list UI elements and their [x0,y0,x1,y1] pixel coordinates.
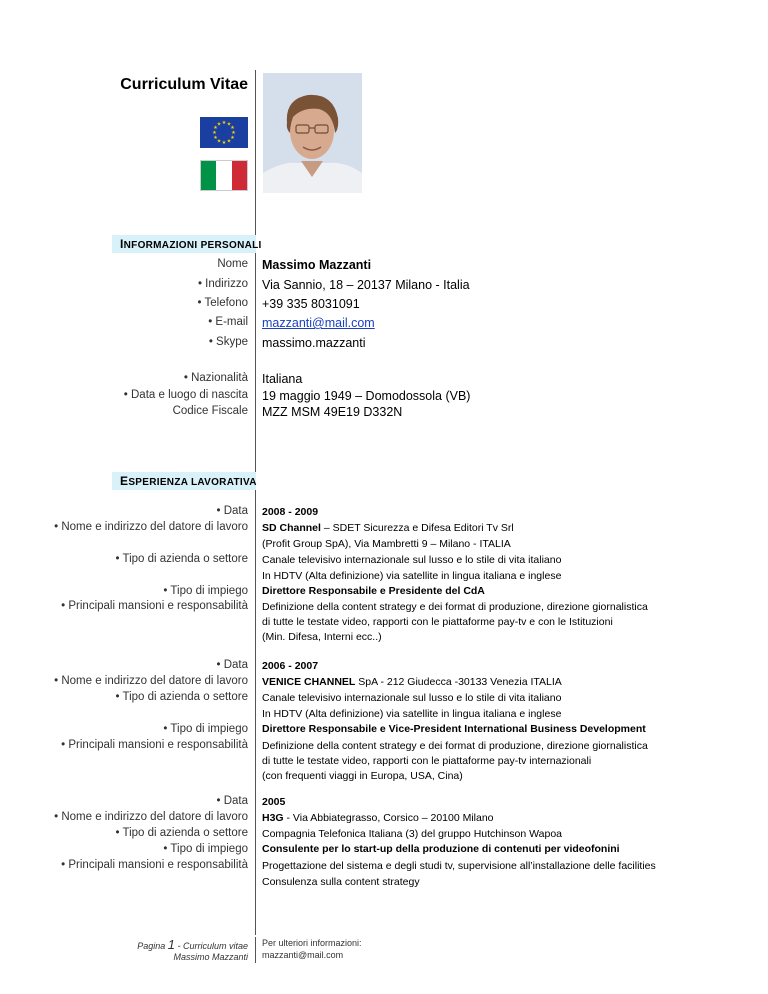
value-address: Via Sannio, 18 – 20137 Milano - Italia [262,278,470,292]
job-duties: Definizione della content strategy e dei format di produzione, direzione giornalistica [262,740,648,752]
job-sector: Canale televisivo internazionale sul lusso e lo stile di vita italiano [262,554,562,566]
job-sector-detail: In HDTV (Alta definizione) via satellite in lingua italiana e inglese [262,570,562,582]
svg-text:★: ★ [213,125,218,131]
job-duties: (con frequenti viaggi in Europa, USA, Cina) [262,770,463,782]
value-phone: +39 335 8031091 [262,297,360,311]
job-duties: di tutte le testate video, rapporti con le piattaforme pay-tv internazionali [262,755,592,767]
label-role: • Tipo di impiego [163,843,248,855]
footer-name: Massimo Mazzanti [173,952,248,962]
footer-page-info: Pagina 1 - Curriculum vitae [137,937,248,952]
job-duties: di tutte le testate video, rapporti con le piattaforme pay-tv e con le Istituzioni [262,616,613,628]
svg-text:★: ★ [231,130,236,136]
label-duties: • Principali mansioni e responsabilità [61,859,248,871]
label-role: • Tipo di impiego [163,723,248,735]
svg-text:★: ★ [216,121,222,128]
svg-text:★: ★ [216,138,222,145]
label-duties: • Principali mansioni e responsabilità [61,739,248,751]
footer-email: mazzanti@mail.com [262,950,344,960]
job-duties: Progettazione del sistema e degli studi tv, supervisione all’installazione delle facilities [262,860,656,872]
svg-text:★: ★ [226,121,232,128]
page-number: 1 [167,937,175,952]
job-role: Direttore Responsabile e Presidente del CdA [262,585,485,597]
column-divider [255,70,256,935]
page-title: Curriculum Vitae [120,76,248,93]
label-nationality: • Nazionalità [183,372,248,384]
job-employer: SD Channel – SDET Sicurezza e Difesa Editori Tv Srl [262,522,514,534]
label-birth: • Data e luogo di nascita [123,389,248,401]
job-date: 2005 [262,796,286,808]
profile-photo [263,73,362,193]
job-date: 2006 - 2007 [262,660,319,672]
job-employer-address: (Profit Group SpA), Via Mambretti 9 – Milano - ITALIA [262,538,511,550]
job-duties: Consulenza sulla content strategy [262,876,420,888]
label-email: • E-mail [208,316,248,328]
value-skype: massimo.mazzanti [262,336,366,350]
eu-flag-icon [200,117,248,148]
value-birth: 19 maggio 1949 – Domodossola (VB) [262,389,471,403]
svg-text:★: ★ [221,140,227,146]
job-role: Consulente per lo start-up della produzione di contenuti per videofonini [262,843,620,855]
footer-more-info: Per ulteriori informazioni: [262,938,362,948]
svg-text:★: ★ [221,120,227,126]
job-duties: (Min. Difesa, Interni ecc..) [262,631,382,643]
label-sector: • Tipo di azienda o settore [115,691,248,703]
italy-flag-icon [200,160,248,191]
section-title-personal: INFORMAZIONI PERSONALI [120,237,262,251]
label-sector: • Tipo di azienda o settore [115,553,248,565]
label-employer: • Nome e indirizzo del datore di lavoro [54,675,248,687]
value-nationality: Italiana [262,372,303,386]
label-address: • Indirizzo [197,278,248,290]
job-sector: Canale televisivo internazionale sul lusso e lo stile di vita italiano [262,692,562,704]
label-date: • Data [216,659,248,671]
email-link[interactable]: mazzanti@mail.com [262,316,375,330]
label-sector: • Tipo di azienda o settore [115,827,248,839]
value-tax-code: MZZ MSM 49E19 D332N [262,405,403,419]
value-name: Massimo Mazzanti [262,258,372,272]
job-sector-detail: In HDTV (Alta definizione) via satellite in lingua italiana e inglese [262,708,562,720]
label-tax-code: Codice Fiscale [172,405,248,417]
label-duties: • Principali mansioni e responsabilità [61,600,248,612]
label-phone: • Telefono [197,297,248,309]
svg-text:★: ★ [230,135,235,141]
label-employer: • Nome e indirizzo del datore di lavoro [54,521,248,533]
label-date: • Data [216,795,248,807]
label-employer: • Nome e indirizzo del datore di lavoro [54,811,248,823]
svg-text:★: ★ [213,135,218,141]
label-skype: • Skype [208,336,248,348]
job-date: 2008 - 2009 [262,506,319,518]
label-date: • Data [216,505,248,517]
job-employer: H3G - Via Abbiategrasso, Corsico – 20100 Milano [262,812,494,824]
label-role: • Tipo di impiego [163,585,248,597]
footer-divider [255,937,256,963]
label-name: Nome [217,258,248,270]
job-employer: VENICE CHANNEL SpA - 212 Giudecca -30133 Venezia ITALIA [262,676,562,688]
job-sector: Compagnia Telefonica Italiana (3) del gruppo Hutchinson Wapoa [262,828,563,840]
svg-text:★: ★ [226,138,232,145]
svg-text:★: ★ [212,130,217,136]
job-duties: Definizione della content strategy e dei format di produzione, direzione giornalistica [262,601,648,613]
job-role: Direttore Responsabile e Vice-President International Business Development [262,723,646,735]
svg-text:★: ★ [230,125,235,131]
section-title-experience: ESPERIENZA LAVORATIVA [120,474,257,488]
